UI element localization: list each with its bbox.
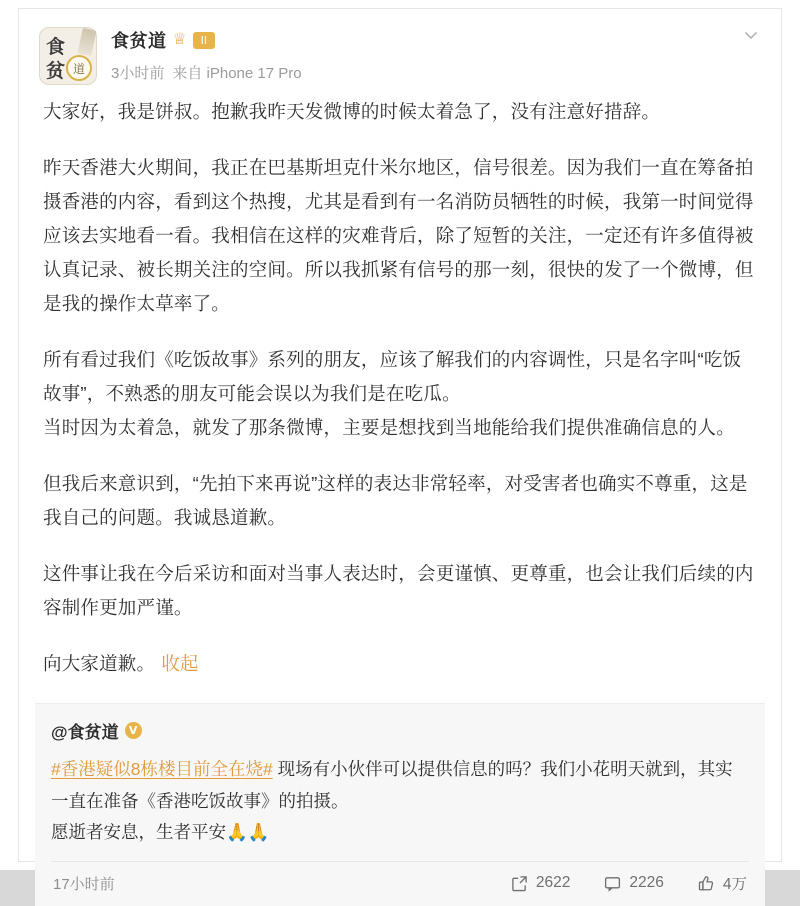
post-body xyxy=(19,91,781,681)
quoted-text xyxy=(51,753,749,849)
author-name[interactable]: 食贫道 xyxy=(111,31,167,51)
post-paragraph: 大家好，我是饼叔。抱歉我昨天发微博的时候太着急了，没有注意好措辞。 xyxy=(43,101,661,122)
quoted-author-line xyxy=(51,718,749,743)
quoted-body-text: 现场有小伙伴可以提供信息的吗？我们小花明天就到，其实一直在准备《香港吃饭故事》的拍摄。 xyxy=(51,759,733,811)
post-closing-text: 向大家道歉。 xyxy=(43,653,156,674)
like-count: 4万 xyxy=(722,876,747,893)
post-paragraph-final xyxy=(43,647,757,681)
author-line xyxy=(111,27,761,53)
collapse-button[interactable]: 收起 xyxy=(161,653,199,674)
crown-icon: ♕ xyxy=(172,31,187,48)
post-time: 3小时前 xyxy=(111,65,165,82)
quoted-post[interactable] xyxy=(35,703,765,906)
topic-link[interactable]: #香港疑似8栋楼目前全在烧# xyxy=(51,759,273,779)
weibo-post-card xyxy=(18,8,782,893)
quoted-author-handle[interactable] xyxy=(51,718,119,743)
comment-action[interactable] xyxy=(604,874,663,892)
avatar-glyph-1: 食 xyxy=(46,36,66,58)
quoted-footer xyxy=(51,861,749,898)
repost-action[interactable] xyxy=(511,874,570,892)
avatar[interactable] xyxy=(39,27,97,85)
like-action[interactable] xyxy=(698,872,747,894)
avatar-glyph-3: 道 xyxy=(66,55,92,81)
post-source: 来自 iPhone 17 Pro xyxy=(172,65,302,82)
post-header xyxy=(19,9,781,91)
post-paragraph: 但我后来意识到，“先拍下来再说”这样的表达非常轻率，对受害者也确实不尊重，这是我自己的问题。我诚恳道歉。 xyxy=(43,473,748,528)
verified-badge-icon: V xyxy=(125,722,142,739)
post-paragraph: 这件事让我在今后采访和面对当事人表达时，会更谨慎、更尊重，也会让我们后续的内容制作更加严谨。 xyxy=(43,563,754,618)
action-bar xyxy=(511,872,747,894)
comment-icon xyxy=(604,875,621,892)
avatar-glyph-2: 贫 xyxy=(46,60,66,82)
chevron-down-icon[interactable] xyxy=(743,27,759,43)
repost-icon xyxy=(511,875,528,892)
post-paragraph: 昨天香港大火期间，我正在巴基斯坦克什米尔地区，信号很差。因为我们一直在筹备拍摄香港的内容，看到这个热搜，尤其是看到有一名消防员牺牲的时候，我第一时间觉得应该去实地看一看。我相信在这样的灾难背后，除了短暂的关注，一定还有许多值得被认真记录、被长期关注的空间。所以我抓紧有信号的那一刻，很快的发了一个微博，但是我的操作太草率了。 xyxy=(43,157,754,314)
post-header-meta xyxy=(111,27,761,83)
quoted-paragraph-second: 愿逝者安息，生者平安🙏🙏 xyxy=(51,823,270,843)
quoted-paragraph xyxy=(51,753,749,817)
post-paragraph: 当时因为太着急，就发了那条微博，主要是想找到当地能给我们提供准确信息的人。 xyxy=(43,417,735,438)
quoted-author-name: 食贫道 xyxy=(67,723,119,742)
member-level-badge: II xyxy=(193,32,215,49)
quoted-time: 17小时前 xyxy=(53,875,115,893)
repost-count: 2622 xyxy=(535,874,571,891)
post-paragraph: 所有看过我们《吃饭故事》系列的朋友，应该了解我们的内容调性，只是名字叫“吃饭故事”，不熟悉的朋友可能会误以为我们是在吃瓜。 xyxy=(43,349,742,404)
like-icon xyxy=(698,875,715,892)
comment-count: 2226 xyxy=(629,874,664,891)
post-meta-line xyxy=(111,62,761,83)
at-prefix: @ xyxy=(51,723,68,742)
avatar-brush-decoration xyxy=(77,28,96,56)
